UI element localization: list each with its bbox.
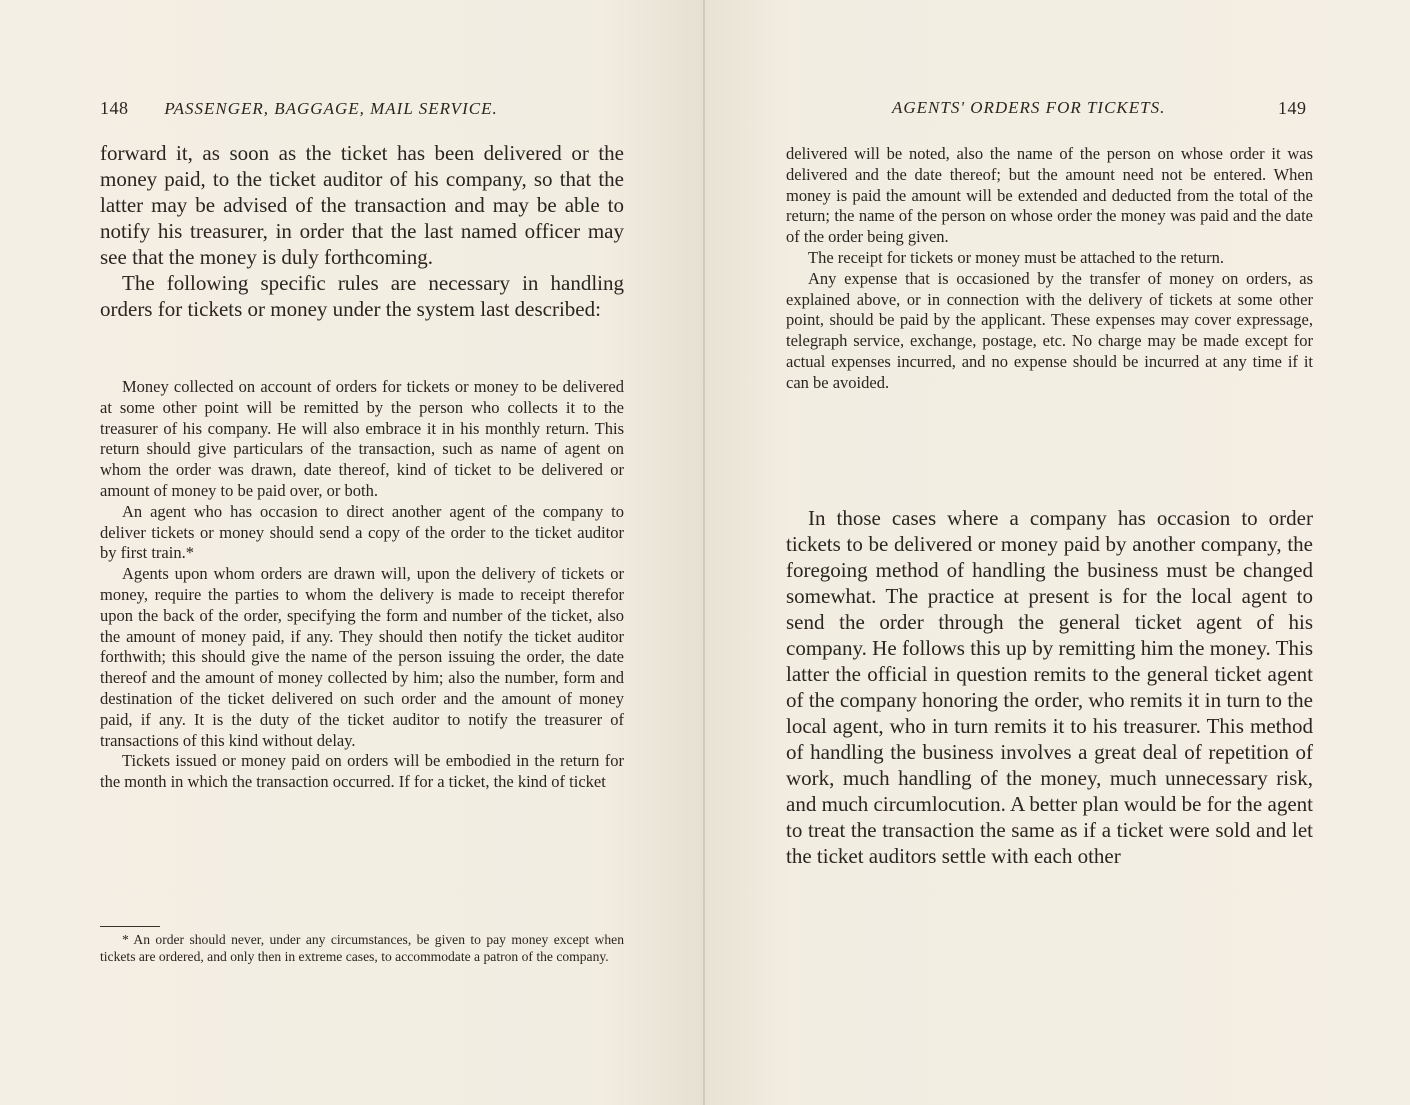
- left-rule-2: An agent who has occasion to direct another agent of the company to deliver tickets or money should send a copy of the order to the ticket auditor by first train.*: [100, 501, 624, 563]
- right-large-text: [786, 505, 1313, 869]
- right-running-head: AGENTS' ORDERS FOR TICKETS.: [892, 98, 1166, 117]
- right-rules-text: [786, 144, 1313, 394]
- right-page: [705, 0, 1410, 1105]
- left-large-text: [100, 140, 624, 322]
- right-page-number: 149: [1278, 98, 1307, 118]
- left-rules-text: [100, 377, 624, 793]
- right-rule-1: delivered will be noted, also the name of the person on whose order it was delivered and the date thereof; but the amount need not be entered. When money is paid the amount will be extended and deducted from the total of the return; the name of the person on whose order the money was paid and the date of the order being given.: [786, 144, 1313, 247]
- left-rule-4: Tickets issued or money paid on orders will be embodied in the return for the month in which the transaction occurred. If for a ticket, the kind of ticket: [100, 751, 624, 792]
- left-rule-3: Agents upon whom orders are drawn will, upon the delivery of tickets or money, require the parties to whom the delivery is made to receipt therefor upon the back of the order, specifying the form and number of the ticket, also the amount of money paid, if any. They should then notify the ticket auditor forthwith; this should give the name of the person issuing the order, the date thereof and the amount of money collected by him; also the number, form and destination of the ticket delivered on such order and the amount of money paid, if any. It is the duty of the ticket auditor to notify the treasurer of transactions of this kind without delay.: [100, 564, 624, 750]
- left-page-number: 148: [100, 98, 129, 118]
- footnote-rule: [100, 926, 160, 927]
- left-page-header: [100, 98, 498, 122]
- right-page-header: [892, 98, 1307, 122]
- left-paragraph-2: The following specific rules are necessary in handling orders for tickets or money under the system last described:: [100, 271, 624, 321]
- right-rule-3: Any expense that is occasioned by the transfer of money on orders, as explained above, or in connection with the delivery of tickets at some other point, should be paid by the applicant. These expenses may cover expressage, telegraph service, exchange, postage, etc. No charge may be made except for actual expenses incurred, and no expense should be incurred at any time if it can be avoided.: [786, 268, 1313, 392]
- left-rule-1: Money collected on account of orders for tickets or money to be delivered at some other point will be remitted by the person who collects it to the treasurer of his company. He will also embrace it in his monthly return. This return should give particulars of the transaction, such as name of agent on whom the order was drawn, date thereof, kind of ticket to be delivered or amount of money to be paid over, or both.: [100, 377, 624, 500]
- left-running-head: PASSENGER, BAGGAGE, MAIL SERVICE.: [164, 99, 498, 118]
- right-rule-2: The receipt for tickets or money must be attached to the return.: [808, 247, 1225, 267]
- right-paragraph-1: In those cases where a company has occasion to order tickets to be delivered or money paid by another company, the foregoing method of handling the business must be changed somewhat. The practice at present is for the local agent to send the order through the general ticket agent of his company. He follows this up by remitting him the money. This latter the official in question remits to the general ticket agent of the company honoring the order, who remits it in turn to the local agent, who in turn remits it to his treasurer. This method of handling the business involves a great deal of repetition of work, much handling of the money, much unnecessary risk, and much circumlocution. A better plan would be for the agent to treat the transaction the same as if a ticket were sold and let the ticket auditors settle with each other: [786, 506, 1313, 868]
- footnote-text: * An order should never, under any circumstances, be given to pay money except when tickets are ordered, and only then in extreme cases, to accommodate a patron of the company.: [100, 932, 624, 964]
- footnote: [100, 931, 624, 965]
- left-paragraph-1: forward it, as soon as the ticket has been delivered or the money paid, to the ticket auditor of his company, so that the latter may be advised of the transaction and may be able to notify his treasurer, in order that the last named officer may see that the money is duly forthcoming.: [100, 141, 624, 269]
